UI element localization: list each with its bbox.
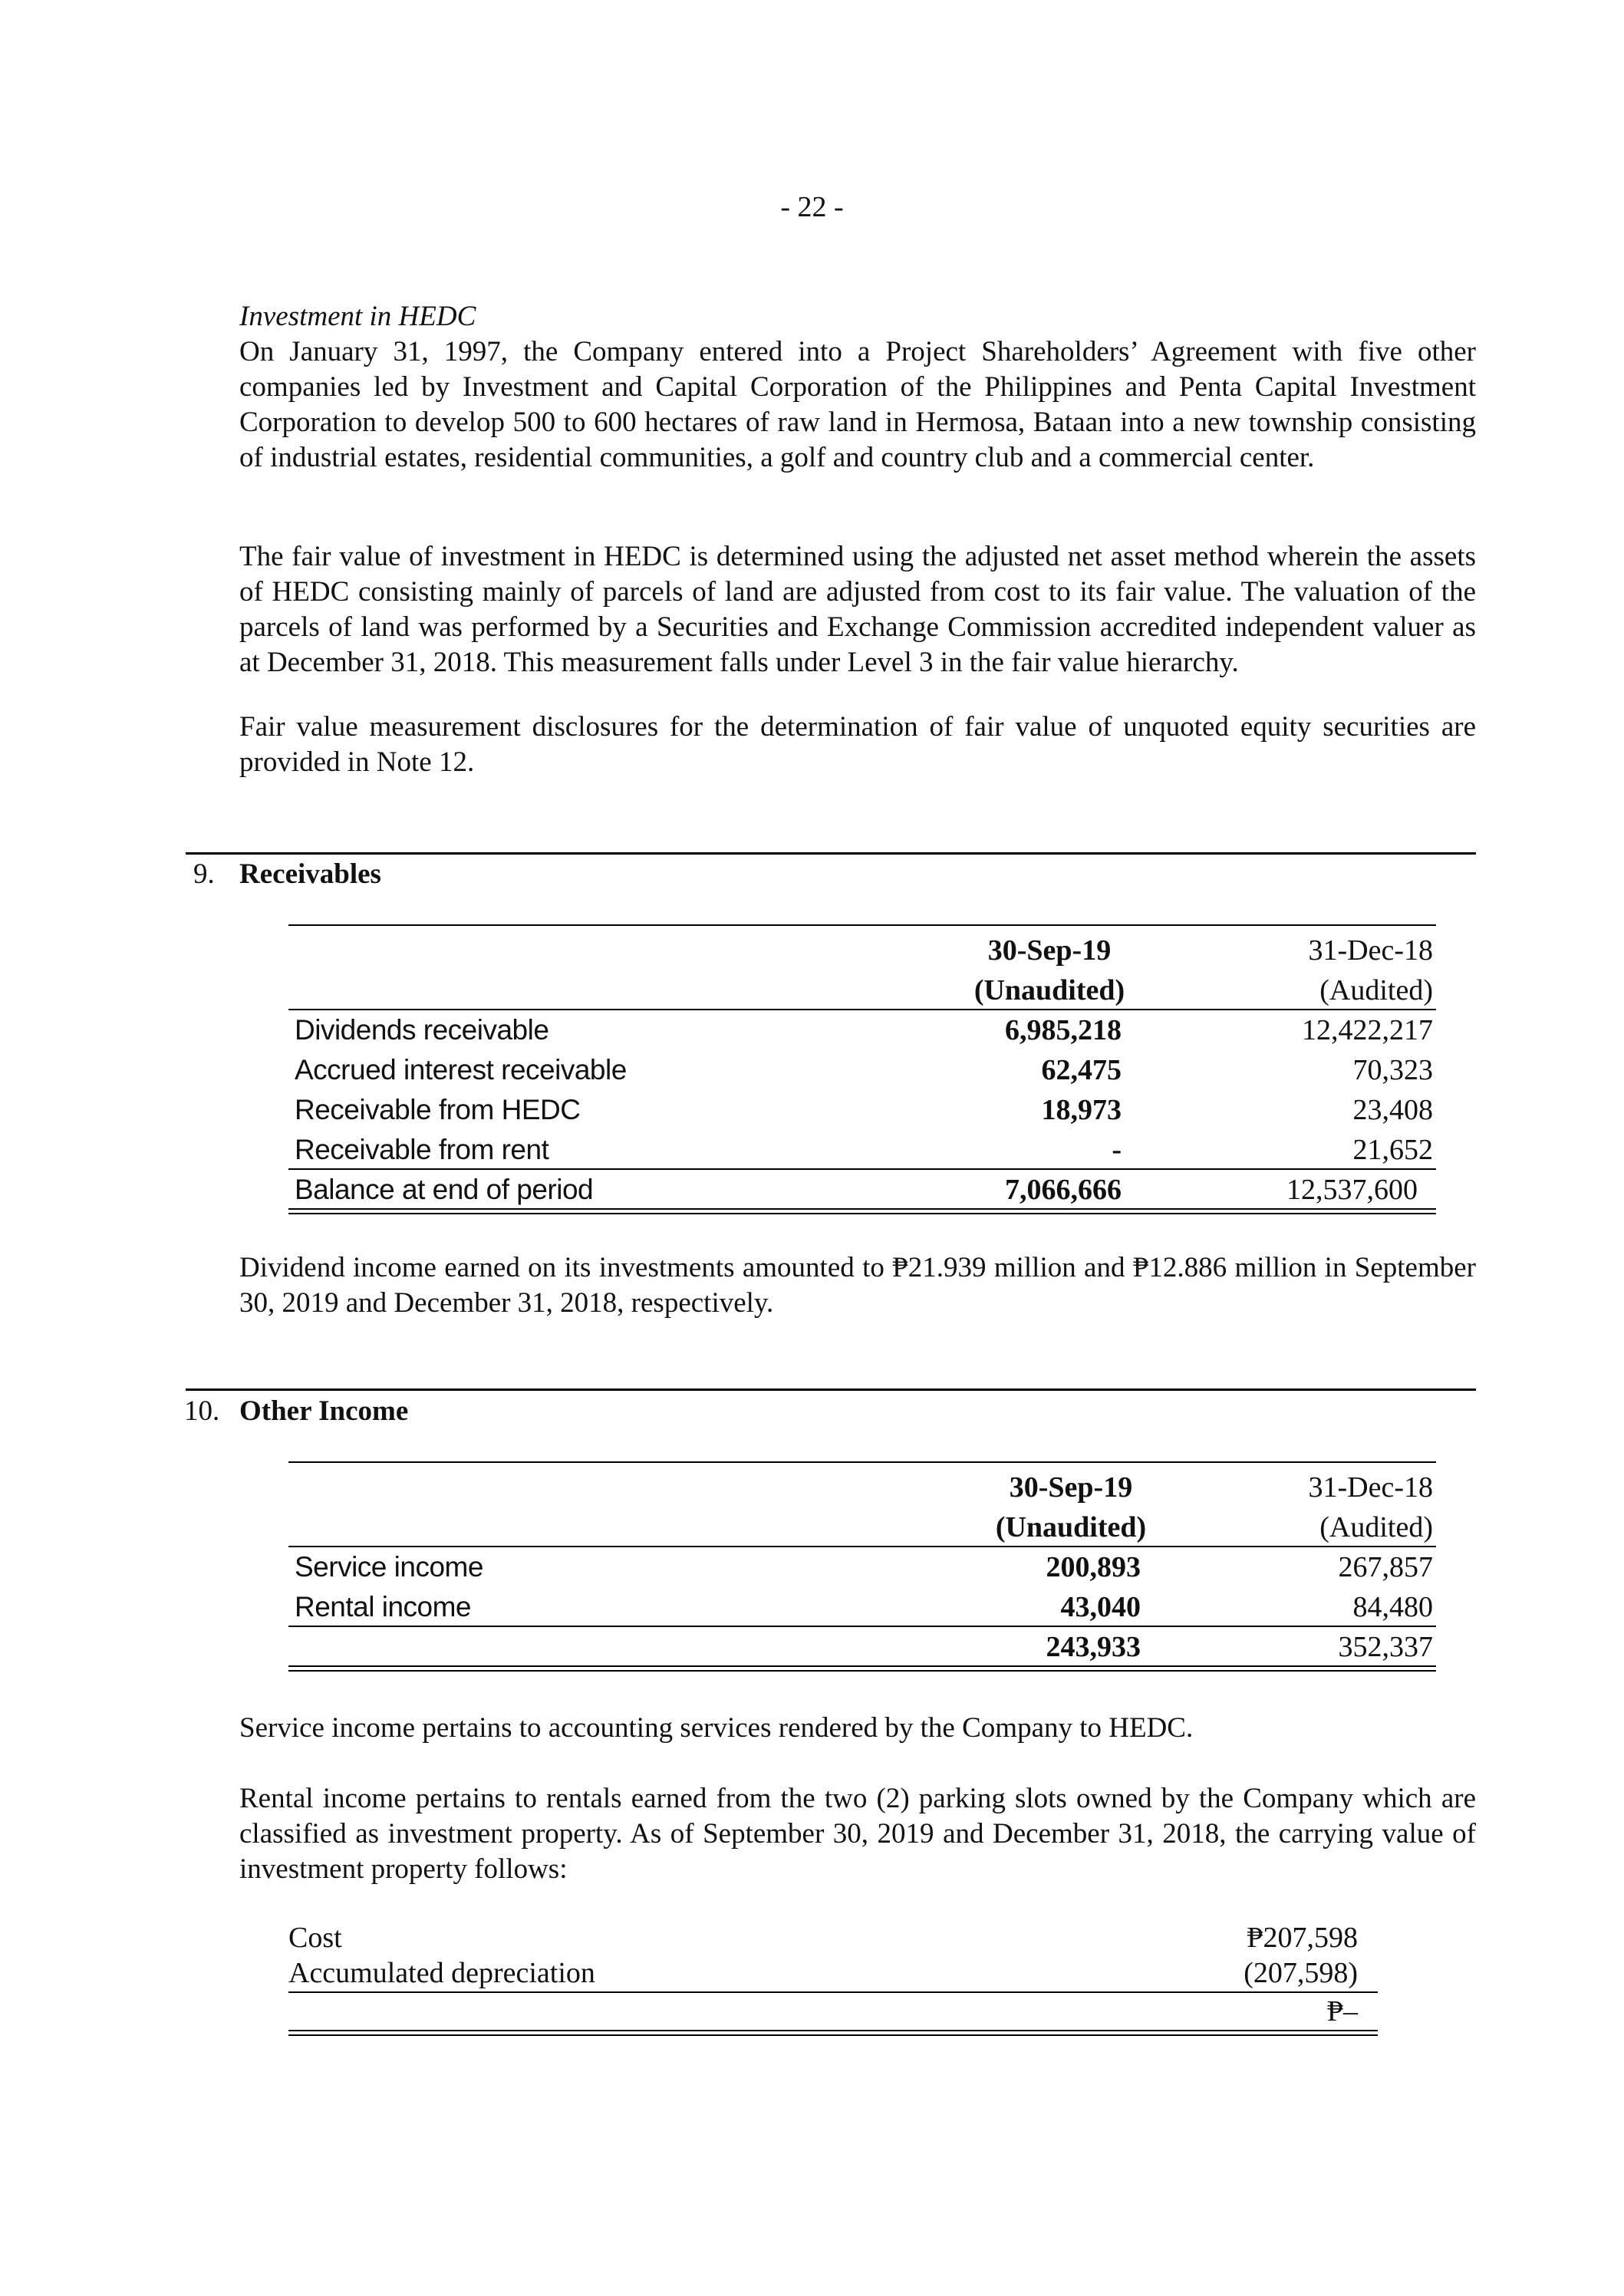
other-income-note-2: Rental income pertains to rentals earned from the two (2) parking slots owned by the Company which are classified as investment property. As of September 30, 2019 and December 31, 2018, the carrying value of investment property follows:: [239, 1783, 1476, 1885]
total-value-2019: 7,066,666: [1005, 1174, 1122, 1206]
total-row: [288, 1991, 1388, 2031]
table-header-row: [288, 931, 1436, 970]
total-double-rule: [288, 2034, 1378, 2036]
col2-header-date: 31-Dec-18: [1308, 1471, 1433, 1504]
total-label: Balance at end of period: [295, 1174, 594, 1205]
other-income-table: [288, 1461, 1436, 1668]
row-value-2018: 70,323: [1352, 1054, 1433, 1086]
table-top-rule: [288, 924, 1436, 926]
table-row: [288, 1050, 1436, 1090]
table-header-row: [288, 1468, 1436, 1507]
row-value-2019: 200,893: [1046, 1551, 1141, 1583]
table-row: [288, 1587, 1436, 1627]
row-label: Service income: [295, 1551, 483, 1583]
receivables-note-block: [239, 1250, 1476, 1321]
row-label: Accrued interest receivable: [295, 1054, 627, 1085]
total-double-rule: [288, 1670, 1436, 1672]
row-value-2018: 23,408: [1352, 1094, 1433, 1126]
other-income-number: 10.: [184, 1395, 220, 1427]
row-label: Rental income: [295, 1591, 472, 1622]
receivables-table: [288, 924, 1436, 1216]
table-row: [288, 1130, 1436, 1170]
row-label: Accumulated depreciation: [288, 1957, 595, 1989]
page-number: - 22 -: [780, 191, 844, 223]
table-row: [288, 1953, 1388, 1993]
investment-hedc-section: [239, 299, 1476, 476]
total-double-rule: [288, 1213, 1436, 1214]
total-value: ₱–: [1326, 1995, 1358, 2028]
investment-hedc-paragraph-3-block: [239, 710, 1476, 780]
section-divider: [186, 1388, 1476, 1391]
total-double-rule: [288, 1665, 1436, 1667]
table-header-row: [288, 1507, 1436, 1547]
table-row: [288, 1010, 1436, 1050]
col1-header-status: (Unaudited): [995, 1511, 1147, 1543]
col1-header-status: (Unaudited): [973, 974, 1125, 1006]
receivables-number: 9.: [193, 858, 215, 890]
total-double-rule: [288, 1208, 1436, 1210]
row-value-2018: 21,652: [1352, 1134, 1433, 1166]
col2-header-status: (Audited): [1319, 974, 1433, 1006]
investment-hedc-heading: Investment in HEDC: [239, 301, 476, 332]
row-value-2018: 84,480: [1352, 1591, 1433, 1623]
total-value-2018: 12,537,600: [1286, 1174, 1418, 1206]
col1-header-date: 30-Sep-19: [987, 934, 1112, 967]
investment-property-table: [288, 1918, 1388, 2041]
other-income-note1-block: [239, 1711, 1476, 1746]
row-value-2019: 62,475: [1041, 1054, 1122, 1086]
total-value-2019: 243,933: [1046, 1631, 1141, 1663]
row-value: (207,598): [1244, 1957, 1358, 1989]
row-value: ₱207,598: [1247, 1922, 1358, 1954]
row-value-2018: 267,857: [1338, 1551, 1433, 1583]
table-row: [288, 1547, 1436, 1587]
table-header-row: [288, 970, 1436, 1010]
col1-header-date: 30-Sep-19: [1009, 1471, 1133, 1504]
other-income-title: Other Income: [239, 1395, 409, 1427]
investment-hedc-paragraph-1: On January 31, 1997, the Company entered into a Project Shareholders’ Agreement with five other companies led by Investment and Capital Corporation of the Philippines and Penta Capital Investment Corporation to develop 500 to 600 hectares of raw land in Hermosa, Bataan into a new township consisting of industrial estates, residential communities, a golf and country club and a commercial center.: [239, 336, 1476, 473]
other-income-note2-block: [239, 1781, 1476, 1887]
total-value-2018: 352,337: [1338, 1631, 1433, 1663]
other-income-note-1: Service income pertains to accounting services rendered by the Company to HEDC.: [239, 1712, 1194, 1744]
receivables-title: Receivables: [239, 858, 381, 890]
row-label: Receivable from HEDC: [295, 1094, 581, 1125]
investment-hedc-paragraph-2-block: [239, 539, 1476, 680]
investment-hedc-paragraph-3: Fair value measurement disclosures for the determination of fair value of unquoted equity securities are provided in Note 12.: [239, 711, 1476, 778]
table-row: [288, 1918, 1388, 1958]
total-double-rule: [288, 2030, 1378, 2031]
table-row: [288, 1090, 1436, 1130]
total-row: [288, 1627, 1436, 1667]
investment-hedc-paragraph-2: The fair value of investment in HEDC is determined using the adjusted net asset method wherein the assets of HEDC consisting mainly of parcels of land are adjusted from cost to its fair value. The valuation of the parcels of land was performed by a Securities and Exchange Commission accredited independent valuer as at December 31, 2018. This measurement falls under Level 3 in the fair value hierarchy.: [239, 541, 1476, 678]
table-top-rule: [288, 1461, 1436, 1463]
row-label: Cost: [288, 1922, 342, 1954]
receivables-note: Dividend income earned on its investments amounted to ₱21.939 million and ₱12.886 million in September 30, 2019 and December 31, 2018, respectively.: [239, 1252, 1476, 1319]
row-value-2019: 43,040: [1060, 1591, 1141, 1623]
section-divider: [186, 852, 1476, 855]
col2-header-date: 31-Dec-18: [1308, 934, 1433, 967]
total-row: [288, 1170, 1436, 1210]
row-value-2019: 6,985,218: [1005, 1014, 1122, 1046]
row-label: Dividends receivable: [295, 1014, 549, 1046]
row-value-2019: -: [1112, 1134, 1122, 1166]
row-label: Receivable from rent: [295, 1134, 549, 1165]
row-value-2018: 12,422,217: [1302, 1014, 1433, 1046]
col2-header-status: (Audited): [1319, 1511, 1433, 1543]
row-value-2019: 18,973: [1041, 1094, 1122, 1126]
